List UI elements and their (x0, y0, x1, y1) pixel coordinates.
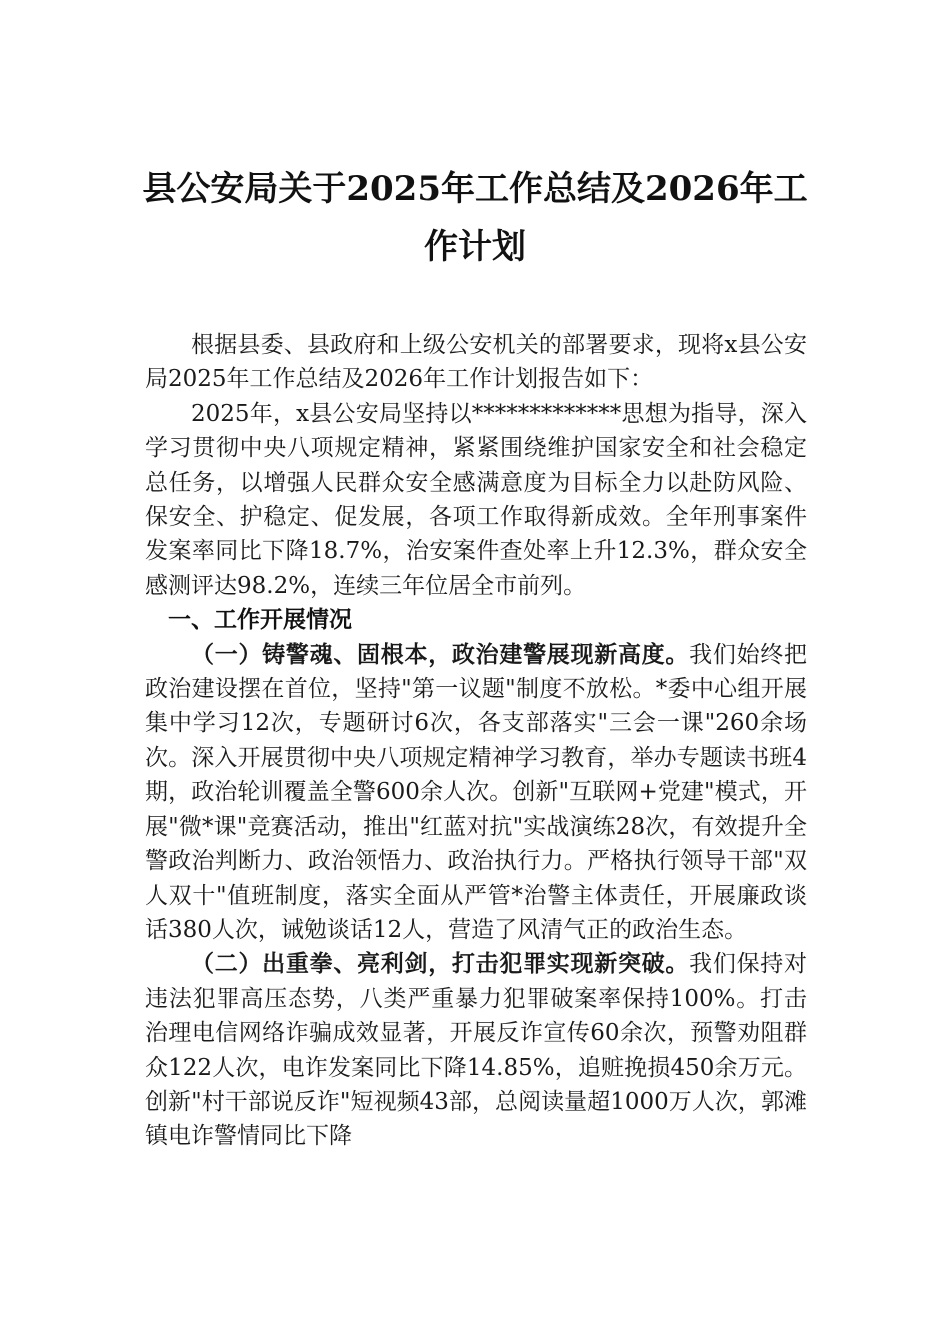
document-body (145, 328, 807, 1154)
overview-paragraph: 2025年，x县公安局坚持以*************思想为指导，深入学习贯彻中央八项规定精神，紧紧围绕维护国家安全和社会稳定总任务，以增强人民群众安全感满意度为目标全力以赴防风险、保安全、护稳定、促发展，各项工作取得新成效。全年刑事案件发案率同比下降18.7%，治安案件查处率上升12.3%，群众安全感测评达98.2%，连续三年位居全市前列。 (145, 400, 807, 599)
item-lead-political: （一）铸警魂、固根本，政治建警展现新高度。 (191, 640, 690, 668)
document-title: 县公安局关于2025年工作总结及2026年工作计划 (142, 169, 808, 267)
item-paragraph-political (145, 638, 807, 948)
intro-paragraph: 根据县委、县政府和上级公安机关的部署要求，现将x县公安局2025年工作总结及2026年工作计划报告如下： (145, 332, 807, 393)
item-text-crime: 我们保持对违法犯罪高压态势，八类严重暴力犯罪破案率保持100%。打击治理电信网络诈骗成效显著，开展反诈宣传60余次，预警劝阻群众122人次，电诈发案同比下降14.85%，追赃挽损450余万元。创新"村干部说反诈"短视频43部，总阅读量超1000万人次，郭滩镇电诈警情同比下降 (145, 951, 808, 1150)
item-text-political: 我们始终把政治建设摆在首位，坚持"第一议题"制度不放松。*委中心组开展集中学习12次，专题研讨6次，各支部落实"三会一课"260余场次。深入开展贯彻中央八项规定精神学习教育，举办专题读书班4期，政治轮训覆盖全警600余人次。创新"互联网+党建"模式，开展"微*课"竞赛活动，推出"红蓝对抗"实战演练28次，有效提升全警政治判断力、政治领悟力、政治执行力。严格执行领导干部"双人双十"值班制度，落实全面从严管*治警主体责任，开展廉政谈话380人次，诫勉谈话12人，营造了风清气正的政治生态。 (145, 641, 808, 943)
item-paragraph-crime (145, 947, 807, 1153)
item-lead-crime: （二）出重拳、亮利剑，打击犯罪实现新突破。 (191, 950, 690, 978)
section-heading-work-status: 一、工作开展情况 (168, 607, 352, 634)
